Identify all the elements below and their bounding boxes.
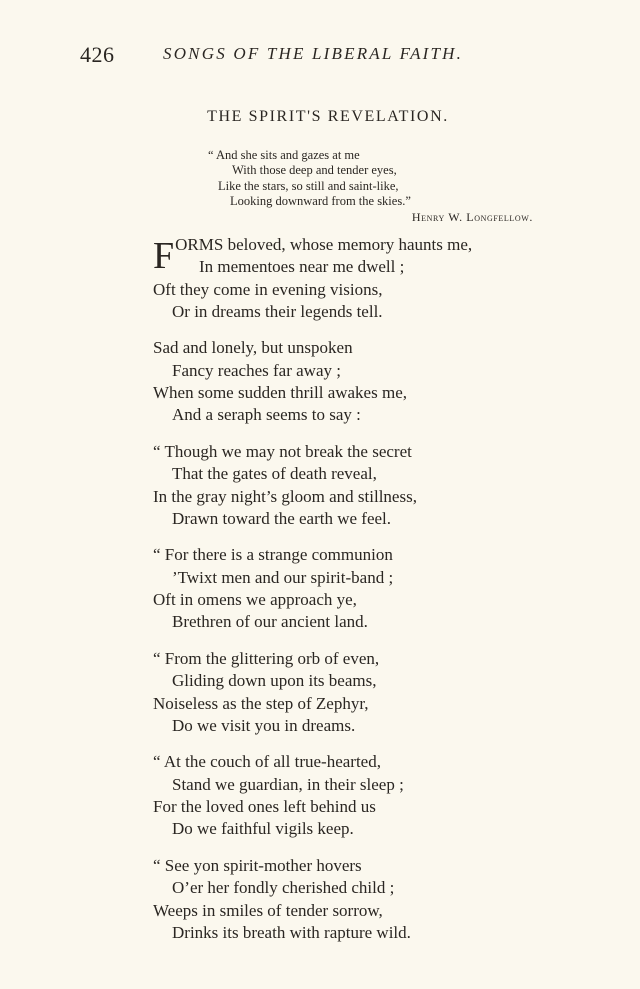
poem-line: “ From the glittering orb of even,: [153, 648, 380, 668]
poem-line: Weeps in smiles of tender sorrow,: [153, 900, 383, 920]
stanza: [153, 234, 553, 323]
poem-line: ’Twixt men and our spirit-band ;: [172, 567, 394, 587]
poem-line: Do we visit you in dreams.: [172, 715, 356, 735]
poem-line: And a seraph seems to say :: [172, 405, 361, 425]
poem-line: Brethren of our ancient land.: [172, 612, 368, 632]
stanza: [153, 544, 553, 633]
poem-line: Drawn toward the earth we feel.: [172, 508, 392, 528]
poem-line: That the gates of death reveal,: [172, 464, 377, 484]
drop-cap: F: [153, 235, 175, 277]
poem-line: In mementoes near me dwell ;: [199, 257, 405, 277]
stanza: [153, 337, 553, 426]
epigraph-line: With those deep and tender eyes,: [232, 163, 397, 178]
poem-line: Sad and lonely, but unspoken: [153, 338, 353, 358]
poem-line: Noiseless as the step of Zephyr,: [153, 693, 369, 713]
poem-line: “ Though we may not break the secret: [153, 441, 412, 461]
poem-line: For the loved ones left behind us: [153, 797, 376, 817]
poem-title: THE SPIRIT'S REVELATION.: [207, 108, 449, 125]
epigraph-line: Like the stars, so still and saint-like,: [218, 178, 399, 193]
poem-line: In the gray night’s gloom and stillness,: [153, 486, 417, 506]
poem-line: O’er her fondly cherished child ;: [172, 878, 395, 898]
epigraph-line: Looking downward from the skies.”: [230, 194, 411, 209]
epigraph: [196, 148, 541, 225]
stanza: [153, 855, 553, 944]
stanza: [153, 751, 553, 840]
poem-body: [153, 234, 553, 958]
poem-line: Fancy reaches far away ;: [172, 360, 341, 380]
poem-line: Oft in omens we approach ye,: [153, 590, 357, 610]
poem-line: “ At the couch of all true-hearted,: [153, 752, 381, 772]
stanza: [153, 648, 553, 737]
page-number: 426: [80, 42, 115, 67]
stanza: [153, 441, 553, 530]
epigraph-attribution: Henry W. Longfellow.: [411, 209, 533, 224]
poem-line: “ See yon spirit-mother hovers: [153, 855, 362, 875]
running-head: SONGS OF THE LIBERAL FAITH.: [163, 44, 464, 63]
poem-line: “ For there is a strange communion: [153, 545, 393, 565]
poem-line: Drinks its breath with rapture wild.: [172, 922, 411, 942]
epigraph-line: “ And she sits and gazes at me: [208, 148, 360, 162]
poem-line: Or in dreams their legends tell.: [172, 301, 383, 321]
poem-line: Do we faithful vigils keep.: [172, 819, 354, 839]
poem-line: Oft they come in evening visions,: [153, 279, 383, 299]
poem-line: When some sudden thrill awakes me,: [153, 383, 407, 403]
first-line-text: ORMS beloved, whose memory haunts me,: [175, 235, 473, 254]
poem-line: Stand we guardian, in their sleep ;: [172, 774, 404, 794]
poem-line: Gliding down upon its beams,: [172, 671, 377, 691]
